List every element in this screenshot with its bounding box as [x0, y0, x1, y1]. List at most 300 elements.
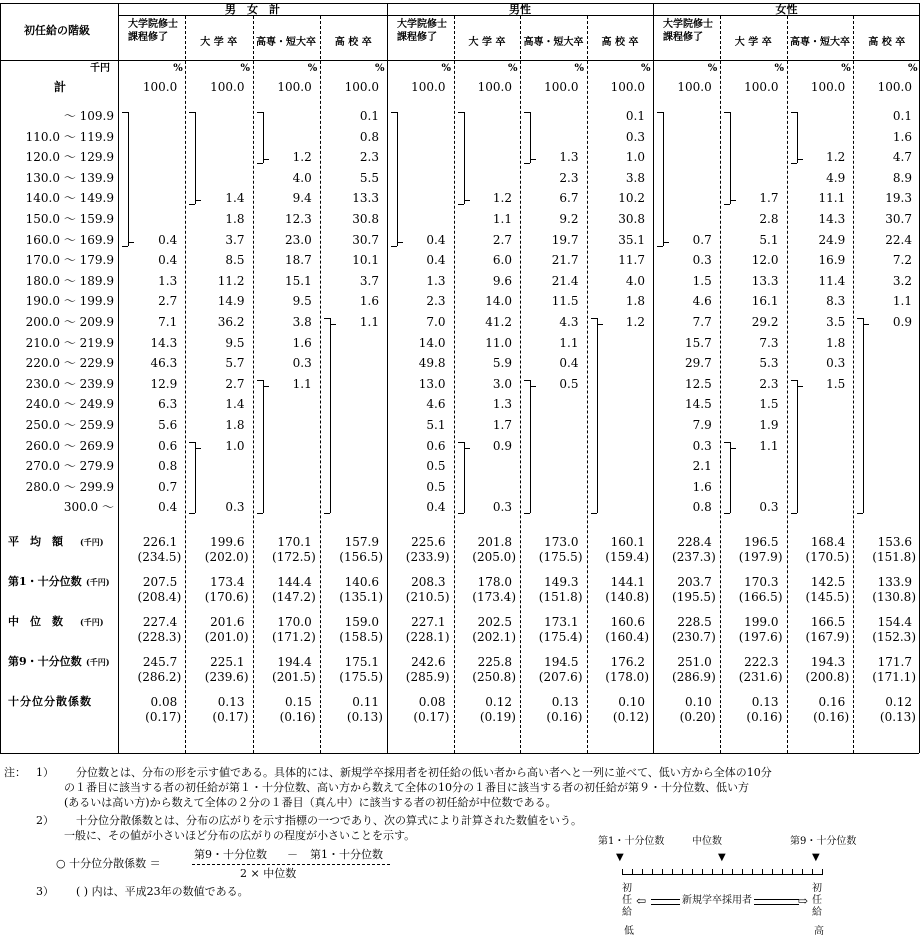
unit-percent: %	[375, 63, 385, 74]
bracket-label: 130.0 ～ 139.9	[25, 170, 114, 185]
bracket-value: 0.3	[692, 438, 712, 453]
bracket-value: 4.6	[426, 397, 446, 412]
stat-previous-value: (202.0)	[204, 550, 249, 564]
stat-previous-value: (130.8)	[872, 590, 916, 604]
diagram-ruler-tick	[702, 869, 703, 875]
sub-column-header: 高専・短大卒	[523, 37, 584, 48]
bracket-value: 1.5	[759, 397, 779, 412]
sub-column-header: 高専・短大卒	[256, 37, 316, 48]
stat-previous-value: (205.0)	[472, 550, 516, 564]
header-bottom-border	[0, 60, 919, 61]
grouping-bracket-cap	[724, 442, 730, 443]
grouping-bracket-cap	[324, 513, 330, 514]
grouping-bracket-cap	[857, 318, 863, 319]
bracket-label: 160.0 ～ 169.9	[25, 232, 114, 247]
bracket-value: 10.1	[352, 253, 379, 268]
diagram-ruler-tick	[632, 869, 633, 875]
bracket-value: 30.7	[885, 212, 912, 226]
stat-previous-value: (0.12)	[612, 710, 649, 724]
note-1-number: 1）	[36, 766, 54, 779]
diagram-ruler-tick	[652, 869, 653, 875]
bracket-value: 1.6	[692, 479, 712, 494]
bracket-value: 1.1	[759, 438, 779, 453]
bracket-value: 1.2	[492, 191, 512, 206]
note-1-line-1: 分位数とは、分布の形を示す値である。具体的には、新規学卒採用者を初任給の低い者から高い者へと一列に並べて、低い方から全体の10分	[76, 766, 772, 779]
stat-value: 226.1	[142, 535, 178, 549]
bracket-value: 0.4	[426, 253, 446, 268]
grouping-bracket	[128, 112, 129, 246]
stat-previous-value: (170.5)	[805, 550, 850, 564]
bracket-value: 14.5	[685, 397, 712, 412]
stat-value: 245.7	[142, 655, 178, 669]
stat-value: 201.6	[210, 615, 245, 629]
bracket-value: 11.5	[551, 294, 579, 309]
grouping-bracket-cap	[122, 112, 128, 113]
diagram-ruler-tick	[672, 869, 673, 875]
bracket-value: 1.4	[225, 191, 245, 206]
diagram-center-label: 新規学卒採用者	[682, 895, 752, 906]
bracket-value: 1.1	[292, 376, 312, 391]
stat-value: 140.6	[344, 575, 379, 589]
unit-percent: %	[574, 63, 585, 74]
bracket-value: 0.1	[359, 109, 379, 123]
stat-previous-value: (0.17)	[145, 710, 182, 724]
stat-previous-value: (207.6)	[538, 670, 583, 684]
sub-column-header: 大学院修士課程修了	[128, 19, 178, 43]
grouping-bracket-cap	[724, 513, 730, 514]
sub-column-header: 高 校 卒	[334, 37, 372, 48]
grouping-bracket	[263, 112, 264, 163]
stat-previous-value: (210.5)	[405, 590, 450, 604]
diagram-ruler-tick	[772, 869, 773, 875]
bracket-value: 1.6	[892, 129, 912, 144]
formula-numerator-b: 第1・十分位数	[310, 848, 383, 861]
bracket-label: 300.0 ～	[63, 500, 114, 515]
note-2-line-1: 十分位分散係数とは、分布の広がりを示す指標の一つであり、次の算式により計算された数値をいう。	[76, 814, 582, 827]
stat-value: 194.5	[544, 655, 579, 669]
grouping-bracket-cap	[591, 318, 597, 319]
grouping-bracket-cap	[324, 318, 330, 319]
bracket-value: 0.9	[492, 438, 512, 453]
stat-value: 157.9	[344, 535, 379, 549]
bracket-value: 2.3	[426, 294, 446, 309]
diagram-marker-d9: ▼	[812, 852, 820, 863]
grouping-bracket-cap	[257, 513, 263, 514]
stat-value: 142.5	[810, 575, 846, 589]
bracket-value: 0.4	[426, 500, 446, 515]
grouping-bracket-tip	[195, 448, 201, 449]
grouping-bracket	[530, 380, 531, 514]
row-label-header: 初任給の階級	[24, 24, 90, 37]
bracket-value: 11.1	[818, 191, 846, 206]
stat-value: 0.11	[352, 695, 379, 709]
stat-previous-value: (160.4)	[605, 630, 649, 644]
bracket-value: 6.3	[158, 397, 178, 412]
stat-value: 199.0	[744, 615, 779, 629]
grouping-bracket	[195, 442, 196, 514]
bracket-value: 16.9	[818, 253, 846, 268]
bracket-value: 1.1	[559, 335, 579, 350]
stat-value: 149.3	[544, 575, 579, 589]
bracket-value: 7.3	[759, 335, 779, 350]
stat-value: 0.13	[217, 695, 245, 709]
stat-previous-value: (0.16)	[279, 710, 316, 724]
grouping-bracket-cap	[189, 513, 195, 514]
bracket-value: 0.7	[158, 479, 178, 494]
stat-previous-value: (286.9)	[672, 670, 716, 684]
grouping-bracket-cap	[458, 204, 464, 205]
grouping-bracket-tip	[397, 242, 403, 243]
grouping-bracket	[797, 112, 798, 163]
grouping-bracket-tip	[663, 242, 669, 243]
bracket-value: 8.9	[892, 170, 912, 185]
sub-column-header: 大学院修士課程修了	[397, 19, 447, 43]
bracket-value: 46.3	[150, 356, 178, 371]
stat-value: 194.4	[277, 655, 312, 669]
bracket-value: 5.3	[759, 356, 779, 371]
bracket-value: 2.1	[692, 459, 712, 474]
bracket-label: 230.0 ～ 239.9	[25, 376, 114, 391]
note-1-line-2: の１番目に該当する者の初任給が第１・十分位数、高い方から数えて全体の10分の１番目に該当する者の初任給が第９・十分位数、低い方	[64, 781, 749, 794]
stat-value: 173.0	[544, 535, 579, 549]
grouping-bracket-cap	[257, 112, 263, 113]
bracket-value: 15.7	[685, 335, 712, 350]
stat-value: 153.6	[877, 535, 912, 549]
stat-value: 144.1	[610, 575, 645, 589]
stat-value: 170.0	[277, 615, 312, 629]
stat-previous-value: (145.5)	[805, 590, 850, 604]
bracket-value: 5.5	[359, 170, 379, 185]
bracket-value: 13.3	[751, 273, 779, 288]
bracket-value: 11.4	[818, 273, 846, 288]
stat-value: 168.4	[810, 535, 846, 549]
stat-previous-value: (237.3)	[672, 550, 716, 564]
stat-value: 227.1	[411, 615, 446, 629]
stat-value: 199.6	[210, 535, 245, 549]
stat-value: 202.5	[477, 615, 512, 629]
bracket-value: 4.3	[559, 315, 579, 329]
stat-value: 0.10	[685, 695, 712, 709]
grouping-bracket-cap	[857, 513, 863, 514]
total-row-label: 計	[54, 80, 67, 94]
bracket-value: 30.7	[352, 232, 379, 247]
unit-percent: %	[641, 63, 651, 74]
bracket-value: 0.6	[158, 438, 178, 453]
bracket-value: 2.7	[225, 376, 245, 391]
bracket-value: 1.8	[625, 294, 645, 309]
notes-prefix: 注：	[4, 766, 26, 779]
stat-value: 0.13	[551, 695, 579, 709]
stat-previous-value: (166.5)	[738, 590, 783, 604]
bracket-value: 9.5	[292, 294, 312, 309]
grouping-bracket	[730, 112, 731, 204]
grouping-bracket	[797, 380, 798, 514]
stat-value: 0.16	[818, 695, 846, 709]
total-value: 100.0	[610, 80, 645, 94]
bracket-value: 1.9	[759, 418, 779, 432]
diagram-low-label: 低	[624, 926, 634, 937]
unit-percent: %	[173, 63, 183, 74]
stat-value: 170.1	[277, 535, 312, 549]
bracket-value: 21.7	[551, 253, 579, 268]
bracket-value: 3.7	[225, 232, 245, 247]
grouping-bracket-cap	[524, 513, 530, 514]
total-value: 100.0	[344, 80, 379, 94]
bracket-value: 3.0	[492, 376, 512, 391]
bracket-value: 14.3	[818, 212, 846, 226]
stat-previous-value: (0.19)	[479, 710, 516, 724]
stat-value: 196.5	[744, 535, 779, 549]
stat-label: 平 均 額	[8, 535, 63, 548]
stat-previous-value: (0.13)	[346, 710, 383, 724]
notes-section	[0, 755, 920, 940]
bracket-label: 240.0 ～ 249.9	[25, 397, 114, 412]
bracket-value: 0.5	[426, 459, 446, 474]
stat-value: 228.5	[677, 615, 712, 629]
stat-value: 175.1	[344, 655, 379, 669]
grouping-bracket-tip	[330, 324, 336, 325]
bracket-value: 19.3	[885, 191, 912, 206]
stat-value: 0.08	[150, 695, 178, 709]
bracket-value: 19.7	[551, 232, 579, 247]
stat-previous-value: (202.1)	[472, 630, 516, 644]
stat-previous-value: (151.8)	[872, 550, 916, 564]
bracket-value: 12.5	[685, 376, 712, 391]
bracket-value: 0.4	[158, 232, 178, 247]
diagram-marker-median: ▼	[718, 852, 726, 863]
note-3-number: 3）	[36, 885, 54, 898]
stat-value: 208.3	[411, 575, 446, 589]
formula-fraction-bar	[192, 864, 390, 865]
diagram-ruler-tick	[812, 869, 813, 875]
bracket-value: 11.0	[485, 335, 512, 350]
grouping-bracket-tip	[530, 159, 536, 160]
bracket-value: 5.1	[759, 232, 779, 247]
total-value: 100.0	[810, 80, 846, 94]
bracket-label: 190.0 ～ 199.9	[25, 294, 114, 309]
grouping-bracket-cap	[791, 112, 797, 113]
bracket-value: 2.7	[492, 232, 512, 247]
bracket-label: 180.0 ～ 189.9	[25, 273, 114, 288]
bracket-label: 150.0 ～ 159.9	[25, 212, 114, 226]
diagram-first-decile-label: 第1・十分位数	[598, 836, 665, 847]
bracket-value: 30.8	[352, 212, 379, 226]
stat-previous-value: (208.4)	[137, 590, 182, 604]
grouping-bracket-tip	[730, 200, 736, 201]
bracket-value: 0.3	[492, 500, 512, 515]
grouping-bracket	[263, 380, 264, 514]
stat-previous-value: (0.13)	[879, 710, 916, 724]
bracket-value: 14.0	[418, 335, 446, 350]
bracket-value: 6.0	[492, 253, 512, 268]
group-header: 男 女 計	[225, 3, 280, 16]
note-3-line-1: ( ) 内は、平成23年の数値である。	[76, 885, 249, 898]
bracket-value: 10.2	[618, 191, 645, 206]
stat-previous-value: (250.8)	[472, 670, 516, 684]
bracket-value: 16.1	[751, 294, 779, 309]
total-value: 100.0	[411, 80, 446, 94]
stat-previous-value: (151.8)	[538, 590, 583, 604]
grouping-bracket	[530, 112, 531, 163]
grouping-bracket-cap	[791, 513, 797, 514]
bracket-value: 1.6	[359, 294, 379, 309]
grouping-bracket	[663, 112, 664, 246]
stat-previous-value: (0.16)	[546, 710, 583, 724]
stat-previous-value: (167.9)	[805, 630, 850, 644]
bracket-value: 3.2	[892, 273, 912, 288]
bracket-value: 12.9	[150, 376, 178, 391]
bracket-value: 0.4	[559, 356, 579, 371]
bracket-value: 9.2	[559, 212, 579, 226]
bracket-value: 41.2	[485, 315, 512, 329]
bracket-value: 14.0	[485, 294, 512, 309]
bracket-value: 2.8	[759, 212, 779, 226]
bracket-value: 2.3	[559, 170, 579, 185]
stat-value: 178.0	[477, 575, 512, 589]
bracket-value: 7.0	[426, 315, 446, 329]
bracket-value: 23.0	[285, 232, 312, 247]
bracket-value: 7.9	[692, 418, 712, 432]
stat-previous-value: (175.4)	[538, 630, 583, 644]
stat-previous-value: (228.1)	[405, 630, 450, 644]
bracket-value: 0.3	[292, 356, 312, 371]
grouping-bracket-tip	[863, 324, 869, 325]
table-left-border	[0, 3, 1, 753]
stat-value: 173.4	[210, 575, 245, 589]
bracket-value: 9.6	[492, 273, 512, 288]
stat-value: 222.3	[744, 655, 779, 669]
grouping-bracket-tip	[530, 386, 536, 387]
grouping-bracket-tip	[797, 386, 803, 387]
stat-value: 0.12	[485, 695, 512, 709]
bracket-value: 0.3	[759, 500, 779, 515]
note-1-line-3: (あるいは高い方)から数えて全体の２分の１番目（真ん中）に該当する者の初任給が中位数である。	[64, 796, 557, 809]
stat-value: 159.0	[344, 615, 379, 629]
stat-previous-value: (175.5)	[339, 670, 383, 684]
diagram-ruler-tick	[712, 869, 713, 875]
bracket-label: 210.0 ～ 219.9	[25, 335, 114, 350]
bracket-value: 1.3	[426, 273, 446, 288]
bracket-value: 5.6	[158, 418, 178, 432]
bracket-value: 11.2	[217, 273, 245, 288]
note-2-number: 2）	[36, 814, 54, 827]
grouping-bracket-cap	[458, 442, 464, 443]
bracket-value: 29.7	[685, 356, 712, 371]
grouping-bracket-tip	[263, 159, 269, 160]
sub-column-header: 大 学 卒	[200, 37, 238, 48]
diagram-ruler-tick	[792, 869, 793, 875]
bracket-value: 3.7	[359, 273, 379, 288]
bracket-value: 5.1	[426, 418, 446, 432]
stat-label: 第9・十分位数	[8, 655, 82, 668]
bracket-value: 15.1	[285, 273, 312, 288]
stat-previous-value: (159.4)	[605, 550, 649, 564]
stat-unit: (千円)	[86, 657, 110, 667]
grouping-bracket	[195, 112, 196, 204]
bracket-value: 0.3	[826, 356, 846, 371]
sub-column-header: 大学院修士課程修了	[663, 19, 713, 43]
grouping-bracket	[597, 318, 598, 513]
bracket-value: 8.3	[826, 294, 846, 309]
bracket-value: 0.3	[692, 253, 712, 268]
bracket-value: 1.8	[225, 418, 245, 432]
bracket-value: 8.5	[225, 253, 245, 268]
bracket-value: 12.3	[285, 212, 312, 226]
bracket-value: 0.1	[892, 109, 912, 123]
stat-previous-value: (0.16)	[746, 710, 783, 724]
grouping-bracket-tip	[263, 386, 269, 387]
table-bottom-border	[0, 753, 919, 754]
bracket-value: 3.8	[292, 315, 312, 329]
unit-percent: %	[707, 63, 718, 74]
stat-unit: (千円)	[80, 617, 104, 627]
stat-value: 154.4	[877, 615, 912, 629]
stat-previous-value: (135.1)	[339, 590, 383, 604]
sub-column-header: 大 学 卒	[734, 37, 772, 48]
sub-column-header: 高 校 卒	[601, 37, 639, 48]
stat-previous-value: (230.7)	[672, 630, 716, 644]
diagram-marker-d1: ▼	[616, 852, 624, 863]
total-value: 100.0	[210, 80, 245, 94]
grouping-bracket-cap	[189, 112, 195, 113]
bracket-label: 250.0 ～ 259.9	[25, 418, 114, 432]
grouping-bracket-cap	[724, 204, 730, 205]
grouping-bracket	[464, 112, 465, 204]
bracket-label: 140.0 ～ 149.9	[25, 191, 114, 206]
bracket-value: 1.1	[892, 294, 912, 309]
bracket-value: 13.3	[352, 191, 379, 206]
bracket-value: 36.2	[217, 315, 245, 329]
stat-previous-value: (234.5)	[137, 550, 182, 564]
bracket-label: 200.0 ～ 209.9	[25, 315, 114, 329]
grouping-bracket-cap	[189, 442, 195, 443]
bracket-value: 2.3	[359, 150, 379, 165]
bracket-value: 5.9	[492, 356, 512, 371]
formula-numerator-a: 第9・十分位数	[194, 848, 267, 861]
stat-label: 十分位分散係数	[8, 695, 92, 708]
unit-percent: %	[240, 63, 251, 74]
bracket-value: 1.7	[492, 418, 512, 432]
stat-value: 166.5	[810, 615, 846, 629]
stat-value: 176.2	[610, 655, 645, 669]
diagram-ruler-tick	[762, 869, 763, 875]
stat-previous-value: (286.2)	[137, 670, 182, 684]
stat-value: 227.4	[142, 615, 178, 629]
unit-percent: %	[441, 63, 452, 74]
bracket-value: 1.5	[826, 376, 846, 391]
stat-previous-value: (228.3)	[137, 630, 182, 644]
diagram-median-label: 中位数	[692, 836, 722, 847]
bracket-value: 2.3	[759, 376, 779, 391]
stat-previous-value: (197.6)	[738, 630, 783, 644]
stat-previous-value: (172.5)	[272, 550, 316, 564]
stat-previous-value: (170.6)	[204, 590, 249, 604]
stat-previous-value: (140.8)	[605, 590, 649, 604]
stat-previous-value: (152.3)	[872, 630, 916, 644]
bracket-value: 0.3	[225, 500, 245, 515]
bracket-value: 0.6	[426, 438, 446, 453]
stat-label: 中 位 数	[8, 615, 63, 628]
bracket-value: 7.1	[158, 315, 178, 329]
total-value: 100.0	[744, 80, 779, 94]
bracket-value: 1.3	[559, 150, 579, 165]
grouping-bracket-tip	[195, 200, 201, 201]
stat-value: 0.12	[885, 695, 912, 709]
stat-value: 160.1	[610, 535, 645, 549]
bracket-value: 13.0	[418, 376, 446, 391]
stat-unit: (千円)	[86, 577, 110, 587]
unit-percent: %	[774, 63, 785, 74]
